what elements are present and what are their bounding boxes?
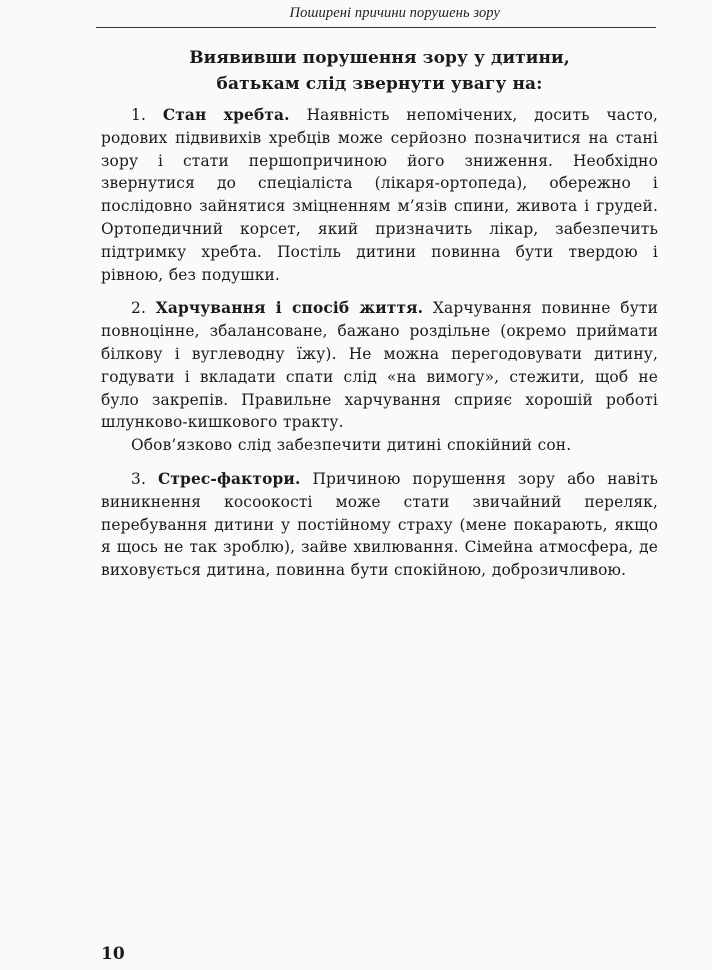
item-title: Стрес-фактори.: [157, 469, 301, 488]
item-text: Причиною порушення зору або навіть виникнення косоокості може стати звичайний переляк, перебування дитини у постійному страху (мене покарають, якщо я щось не так зроблю), зайве хвилювання. Сімейна атмосфера, де виховується дитина, повинна бути спокійною, доброзичливою.: [101, 469, 659, 580]
running-head: [96, 0, 656, 28]
item-number: 2.: [131, 299, 146, 318]
paragraph-nutrition: [101, 297, 658, 434]
item-title: Харчування і спосіб життя.: [155, 299, 424, 318]
item-number: 1.: [131, 106, 146, 124]
page-number: 10: [101, 944, 125, 964]
page-content: [101, 45, 658, 582]
heading-line-2: батькам слід звернути увагу на:: [216, 74, 543, 94]
paragraph-stress: [101, 468, 658, 582]
section-heading: [101, 45, 658, 97]
paragraph-spine: [101, 104, 658, 286]
paragraph-sleep: Обов’язково слід забезпечити дитині спокійний сон.: [131, 436, 572, 455]
item-text: Харчування повинне бути повноцінне, збалансоване, бажано роздільне (окремо приймати білкову і вуглеводну їжу). Не можна перегодовувати дитину, годувати і вкладати спати слід «на вимогу», стежити, щоб не було закрепів. Правильне харчування сприяє хорошій роботі шлунково-кишкового тракту.: [101, 299, 659, 432]
heading-line-1: Виявивши порушення зору у дитини,: [189, 48, 570, 68]
running-head-title: Поширені причини порушень зору: [289, 5, 500, 21]
item-title: Стан хребта.: [162, 106, 290, 124]
item-text: Наявність непомічених, досить часто, родових підвивихів хребців може серйозно позначитися на стані зору і стати першопричиною його зниження. Необхідно звернутися до спеціаліста (лікаря-ортопеда), обережно і послідовно зайнятися зміцненням м’язів спини, живота і грудей. Ортопедичний корсет, який призначить лікар, забезпечить підтримку хребта. Постіль дитини повинна бути твердою і рівною, без подушки.: [101, 106, 659, 284]
item-number: 3.: [131, 469, 146, 488]
